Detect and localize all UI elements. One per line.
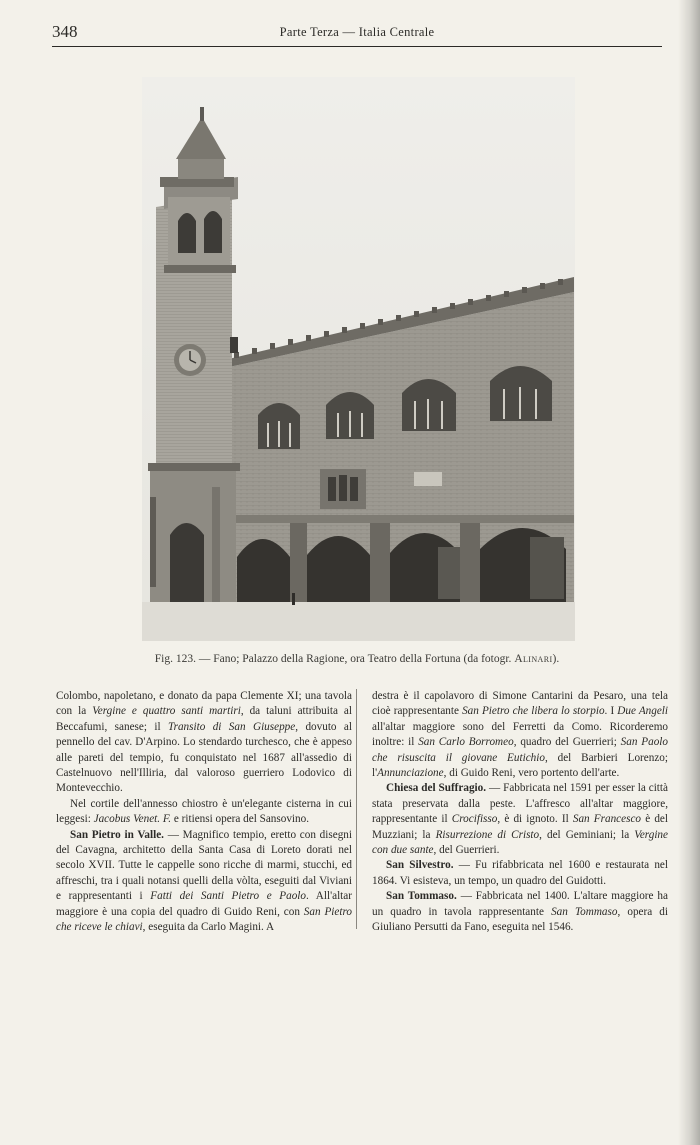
paragraph: Chiesa del Suffragio. — Fabbricata nel 1591 per esser la città stata preservata dalla peste. L'affresco all'altar maggiore, rappresentante il Crocifisso, è di ignoto. Il San Francesco è del Muzziani; la Risurrezione di Cristo, del Geminiani; la Vergine con due sante, del Guerrieri. [372, 782, 668, 857]
section-heading: San Tommaso. [386, 890, 457, 903]
section-heading: Chiesa del Suffragio. [386, 782, 487, 795]
caption-end: ). [552, 653, 560, 665]
page-number: 348 [52, 22, 78, 41]
section-heading: San Silvestro. [386, 859, 454, 872]
caption-text: Fano; Palazzo della Ragione, ora Teatro della Fortuna (da fotogr. [213, 653, 512, 665]
page-header [52, 22, 662, 47]
left-column [56, 689, 352, 936]
running-head: Parte Terza — Italia Centrale [279, 25, 435, 39]
right-column [372, 689, 668, 936]
paragraph: Colombo, napoletano, e donato da papa Clemente XI; una tavola con la Vergine e quattro santi martiri, da taluni attribuita al Beccafumi, sanese; il Transito di San Giuseppe, dovuto al pennello del cav. D'Arpino. Lo stendardo turchesco, che è appeso alle pareti del tempio, fu conquistato nel 1687 all'assedio di Castelnuovo nell'Illiria, dal valoroso guerriero Lodovico di Montevecchio. [56, 690, 353, 795]
paragraph: Nel cortile dell'annesso chiostro è un'elegante cisterna in cui leggesi: Jacobus Venet. F. e ritiensi opera del Sansovino. [56, 797, 352, 826]
section-heading: San Pietro in Valle. [70, 828, 164, 841]
paragraph: San Silvestro. — Fu rifabbricata nel 1600 e restaurata nel 1864. Vi esisteva, un tempo, un quadro del Guidotti. [372, 859, 668, 887]
figure-caption [52, 653, 662, 665]
paragraph: destra è il capolavoro di Simone Cantarini da Pesaro, una tela cioè rappresentante San Pietro che libera lo storpio. I Due Angeli all'altar maggiore sono del Ferretti da Como. Ricorderemo inoltre: il San Carlo Borromeo, quadro del Guerrieri; San Paolo che risuscita il giovane Eutichio, del Barbieri Lorenzo; l'Annunciazione, di Guido Reni, vero portento dell'arte. [372, 690, 669, 780]
caption-credit: Alinari [514, 653, 553, 665]
figure-photograph [142, 77, 575, 641]
paragraph: San Tommaso. — Fabbricata nel 1400. L'altare maggiore ha un quadro in tavola rappresentante San Tommaso, opera di Giuliano Persutti da Fano, eseguita nel 1546. [372, 890, 669, 934]
caption-label: Fig. 123. — [154, 653, 211, 665]
column-rule [356, 689, 357, 929]
paragraph: San Pietro in Valle. — Magnifico tempio, eretto con disegni del Cavagna, architetto della Santa Casa di Loreto dorati nel secolo XVII. Tutte le cappelle sono ricche di marmi, stucchi, ed affreschi, tra i quali notansi quelli della vòlta, eseguiti dal Viviani e rappresentanti i Fatti dei Santi Pietro e Paolo. All'altar maggiore è una copia del quadro di Guido Reni, con San Pietro che riceve le chiavi, eseguita da Carlo Magini. A [56, 828, 352, 934]
page-edge-shadow [678, 0, 700, 1145]
